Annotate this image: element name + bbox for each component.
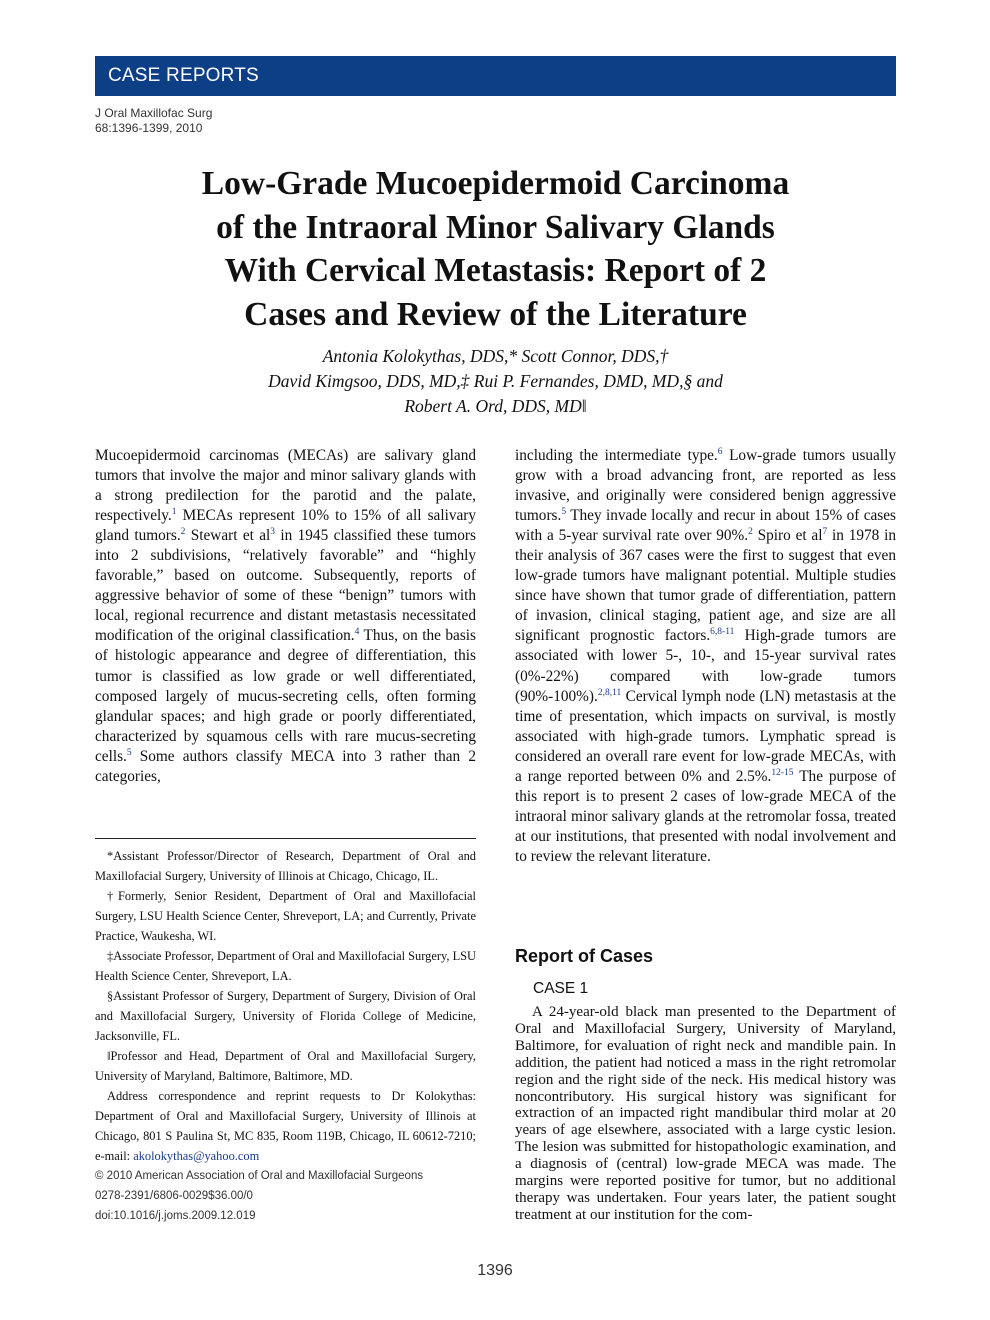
footnote-affiliation: §Assistant Professor of Surgery, Department of Surgery, Division of Oral and Maxillofacial Surgery, University of Florida College of Medicine, Jacksonville, FL. (95, 989, 476, 1043)
citation-link[interactable]: 5 (561, 507, 567, 518)
citation-link[interactable]: 6 (717, 447, 723, 457)
citation-link[interactable]: 2,8,11 (597, 687, 622, 698)
body-text: Mucoepidermoid carcinomas (MECAs) are salivary gland tumors that involve the major and minor salivary glands with a strong predilection for the parotid and the palate, respectively. (95, 447, 476, 525)
section-heading: Report of Cases (515, 946, 654, 966)
citation-link[interactable]: 12-15 (771, 767, 794, 778)
citation-link[interactable]: 7 (822, 527, 828, 538)
case-body (515, 1004, 896, 1224)
body-column-left (95, 446, 476, 787)
body-text: High-grade tumors are associated with lower 5-, 10-, and 15-year survival rates (0%-22%) compared with low-grade tumors (90%-100%). (515, 627, 896, 705)
citation-link[interactable]: 2 (748, 527, 753, 538)
journal-volume: 68:1396-1399, 2010 (95, 121, 203, 135)
footnotes (95, 846, 476, 1226)
journal-name: J Oral Maxillofac Surg (95, 106, 213, 120)
authors-line: Antonia Kolokythas, DDS,* Scott Connor, DDS,† (322, 346, 669, 366)
footnote-affiliation: †Formerly, Senior Resident, Department of Oral and Maxillofacial Surgery, LSU Health Science Center, Shreveport, LA; and Currently, Private Practice, Waukesha, WI. (95, 889, 476, 943)
body-text: Stewart et al (185, 527, 271, 545)
footnote-correspondence (95, 1086, 476, 1166)
body-text: Some authors classify MECA into 3 rather than 2 categories, (95, 747, 476, 785)
title-line: Cases and Review of the Literature (244, 295, 747, 333)
body-column-right (515, 446, 896, 867)
citation-link[interactable]: 6,8-11 (710, 627, 735, 638)
doi-link[interactable]: doi:10.1016/j.joms.2009.12.019 (95, 1210, 256, 1222)
body-text: MECAs represent 10% to 15% of all salivary gland tumors. (95, 507, 476, 545)
footnote-affiliation: *Assistant Professor/Director of Research, Department of Oral and Maxillofacial Surgery, University of Illinois at Chicago, Chicago, IL. (95, 849, 476, 883)
email-link[interactable]: akolokythas@yahoo.com (133, 1149, 260, 1163)
case-subheading: CASE 1 (533, 980, 589, 997)
intro-paragraph (95, 446, 476, 787)
body-text: including the intermediate type. (515, 447, 718, 464)
page-number: 1396 (477, 1262, 513, 1279)
body-text: in 1978 in their analysis of 367 cases were the first to suggest that even low-grade tumors have malignant potential. Multiple studies since have shown that tumor grade of differentiation, pattern of invasion, clinical staging, patient age, and size are all significant prognostic factors. (515, 527, 896, 645)
section-banner (95, 56, 896, 96)
copyright-line: © 2010 American Association of Oral and Maxillofacial Surgeons (95, 1170, 424, 1182)
copyright-block (95, 1166, 476, 1226)
title-line: of the Intraoral Minor Salivary Glands (216, 208, 775, 246)
title-line: With Cervical Metastasis: Report of 2 (224, 252, 767, 289)
footnote-divider (95, 838, 476, 839)
authors-line: David Kimgsoo, DDS, MD,‡ Rui P. Fernandes, DMD, MD,§ and (268, 371, 723, 391)
footnote-affiliation: ‡Associate Professor, Department of Oral and Maxillofacial Surgery, LSU Health Science Center, Shreveport, LA. (95, 949, 476, 983)
citation-link[interactable]: 1 (171, 507, 177, 518)
title-line: Low-Grade Mucoepidermoid Carcinoma (201, 165, 790, 202)
body-text: in 1945 classified these tumors into 2 subdivisions, “relatively favorable” and “highly favorable,” based on outcome. Subsequently, reports of aggressive behavior of some of these “benign” tumors with local, regional recurrence and distant metastasis necessitated modification of the original classification. (95, 527, 476, 645)
citation-link[interactable]: 3 (270, 527, 276, 538)
body-text: Cervical lymph node (LN) metastasis at the time of presentation, which impacts on survival, is mostly associated with high-grade tumors. Lymphatic spread is considered an overall rare event for low-grade MECAs, with a range reported between 0% and 2.5%. (515, 687, 896, 785)
authors-line: Robert A. Ord, DDS, MD‖ (404, 396, 587, 416)
body-text: Thus, on the basis of histologic appearance and degree of differentiation, this tumor is classified as low grade or well differentiated, composed largely of mucus-secreting cells, often forming glandular spaces; and high grade or poorly differentiated, characterized by squamous cells with rare mucus-secreting cells. (95, 627, 476, 765)
author-list (95, 344, 896, 419)
correspondence-text: Address correspondence and reprint requests to Dr Kolokythas: Department of Oral and Maxillofacial Surgery, University of Illinois at Chicago, 801 S Paulina St, MC 835, Room 119B, Chicago, IL 60612-7210; e-mail: (95, 1089, 476, 1163)
intro-paragraph-continued (515, 446, 896, 867)
body-text: They invade locally and recur in about 15% of cases with a 5-year survival rate over 90%. (515, 507, 896, 545)
body-text: Low-grade tumors usually grow with a broad advancing front, are reported as less invasive, and originally were considered benign aggressive tumors. (515, 447, 896, 525)
body-text: The purpose of this report is to present 2 cases of low-grade MECA of the intraoral minor salivary glands at the retromolar fossa, treated at our institutions, that presented with nodal involvement and to review the relevant literature. (515, 767, 897, 865)
article-title (95, 162, 896, 336)
journal-citation (95, 106, 212, 136)
issn-line: 0278-2391/6806-0029$36.00/0 (95, 1190, 253, 1202)
case-paragraph: A 24-year-old black man presented to the Department of Oral and Maxillofacial Surgery, University of Maryland, Baltimore, for evaluation of right neck and mandible pain. In addition, the patient had noticed a mass in the right retromolar region and the right side of the neck. His medical history was noncontributory. His surgical history was significant for extraction of an impacted right mandibular third molar at 20 years of age elsewhere, associated with a large cystic lesion. The lesion was submitted for histopathologic examination, and a diagnosis of (central) low-grade MECA was made. The margins were reported positive for tumor, but no additional therapy was undertaken. Four years later, the patient sought treatment at our institution for the com- (515, 1004, 896, 1223)
citation-link[interactable]: 5 (126, 747, 132, 758)
citation-link[interactable]: 2 (180, 527, 186, 538)
footnote-affiliation: ‖Professor and Head, Department of Oral and Maxillofacial Surgery, University of Maryland, Baltimore, Baltimore, MD. (95, 1049, 476, 1083)
section-banner-label: CASE REPORTS (108, 65, 259, 86)
citation-link[interactable]: 4 (354, 627, 360, 638)
body-text: Spiro et al (752, 527, 823, 545)
